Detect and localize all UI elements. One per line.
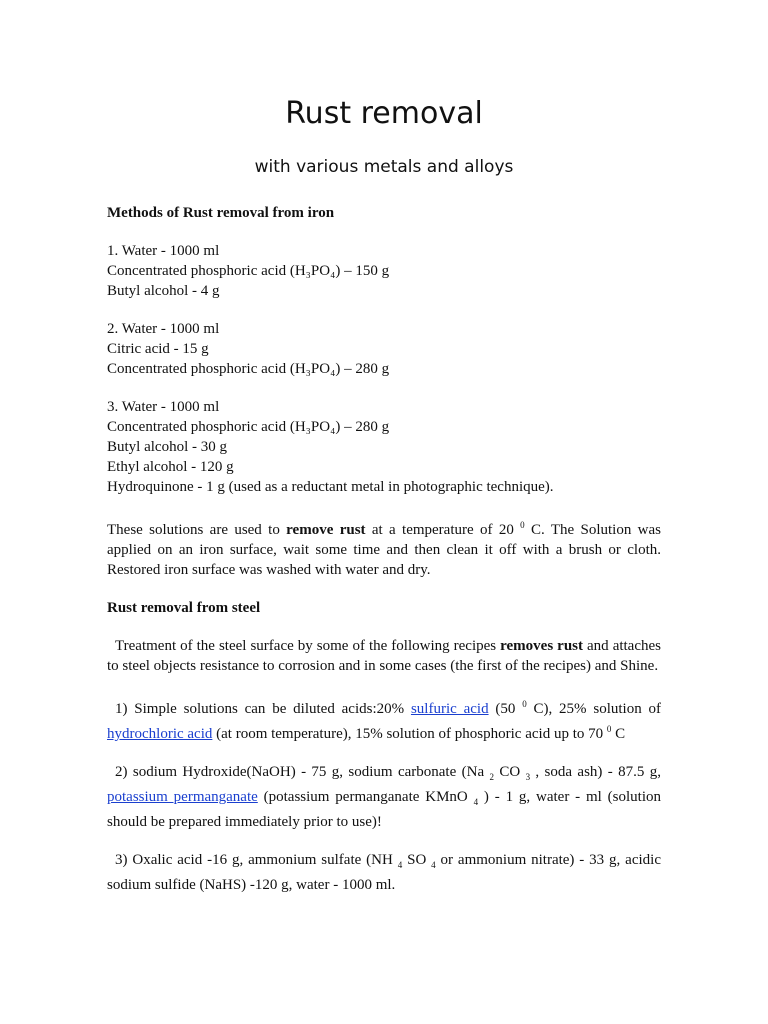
recipe-1 bbox=[107, 241, 661, 301]
link-sulfuric-acid[interactable]: sulfuric acid bbox=[410, 701, 489, 717]
text: These solutions are used to bbox=[107, 522, 287, 538]
degree-mark: 0 bbox=[522, 699, 527, 709]
emphasis-remove-rust: remove rust bbox=[286, 522, 366, 538]
degree-mark: 0 bbox=[606, 724, 612, 734]
text: 1) Simple solutions can be diluted acids:20% bbox=[115, 701, 411, 717]
subscript: 4 bbox=[397, 860, 403, 870]
text: (50 bbox=[488, 701, 523, 717]
text: or ammonium nitrate) - 33 g, acidic sodium sulfide (NaHS) -120 g, water - 1000 ml. bbox=[107, 852, 661, 893]
document-body bbox=[107, 203, 661, 913]
recipe-line: Concentrated phosphoric acid (H₃PO₄) – 280 g bbox=[107, 419, 390, 435]
text: Treatment of the steel surface by some of the following recipes bbox=[115, 638, 501, 654]
recipe-line: Concentrated phosphoric acid (H₃PO₄) – 150 g bbox=[107, 263, 390, 279]
steel-recipe-2 bbox=[107, 762, 661, 832]
text: and attaches to steel objects resistance to corrosion and in some cases (the first of the recipes) and Shine. bbox=[107, 638, 661, 674]
recipe-2 bbox=[107, 319, 661, 379]
text: C bbox=[611, 726, 626, 742]
text: CO bbox=[493, 764, 526, 780]
recipe-3 bbox=[107, 397, 661, 497]
text: SO bbox=[402, 852, 432, 868]
recipe-line: Hydroquinone - 1 g (used as a reductant metal in photographic technique). bbox=[107, 479, 554, 495]
section-heading-iron: Methods of Rust removal from iron bbox=[107, 205, 335, 221]
section-heading-steel: Rust removal from steel bbox=[107, 600, 261, 616]
link-hydrochloric-acid[interactable]: hydrochloric acid bbox=[107, 726, 213, 742]
recipe-line: Butyl alcohol - 30 g bbox=[107, 439, 227, 455]
recipe-line: 2. Water - 1000 ml bbox=[107, 321, 220, 337]
subscript: 4 bbox=[431, 860, 436, 870]
text: (potassium permanganate KMnO bbox=[257, 789, 474, 805]
steel-recipe-1 bbox=[107, 694, 661, 744]
page-title: Rust removal bbox=[285, 96, 483, 131]
page-subtitle: with various metals and alloys bbox=[254, 157, 514, 177]
steel-intro-paragraph bbox=[107, 636, 661, 676]
subscript: 2 bbox=[489, 772, 494, 782]
text: (at room temperature), 15% solution of phosphoric acid up to 70 bbox=[212, 726, 607, 742]
text: 2) sodium Hydroxide(NaOH) - 75 g, sodium carbonate (Na bbox=[115, 764, 490, 780]
steel-recipe-3 bbox=[107, 850, 661, 895]
text: ) - 1 g, water - ml (solution should be prepared immediately prior to use)! bbox=[107, 789, 661, 830]
recipe-line: Butyl alcohol - 4 g bbox=[107, 283, 220, 299]
link-potassium-permanganate[interactable]: potassium permanganate bbox=[107, 789, 258, 805]
degree-mark: 0 bbox=[520, 520, 525, 530]
text: , soda ash) - 87.5 g, bbox=[530, 764, 661, 780]
text: at a temperature of 20 bbox=[365, 522, 521, 538]
iron-usage-paragraph bbox=[107, 515, 661, 580]
text: C. The Solution was applied on an iron surface, wait some time and then clean it off with a brush or cloth. Restored iron surface was washed with water and dry. bbox=[107, 522, 661, 578]
text: 3) Oxalic acid -16 g, ammonium sulfate (NH bbox=[115, 852, 398, 868]
recipe-line: Citric acid - 15 g bbox=[107, 341, 209, 357]
subscript: 3 bbox=[525, 772, 531, 782]
subscript: 4 bbox=[473, 797, 479, 807]
text: C), 25% solution of bbox=[526, 701, 661, 717]
recipe-line: Concentrated phosphoric acid (H₃PO₄) – 280 g bbox=[107, 361, 390, 377]
recipe-line: Ethyl alcohol - 120 g bbox=[107, 459, 234, 475]
recipe-line: 1. Water - 1000 ml bbox=[107, 243, 220, 259]
emphasis-removes-rust: removes rust bbox=[500, 638, 584, 654]
recipe-line: 3. Water - 1000 ml bbox=[107, 399, 220, 415]
